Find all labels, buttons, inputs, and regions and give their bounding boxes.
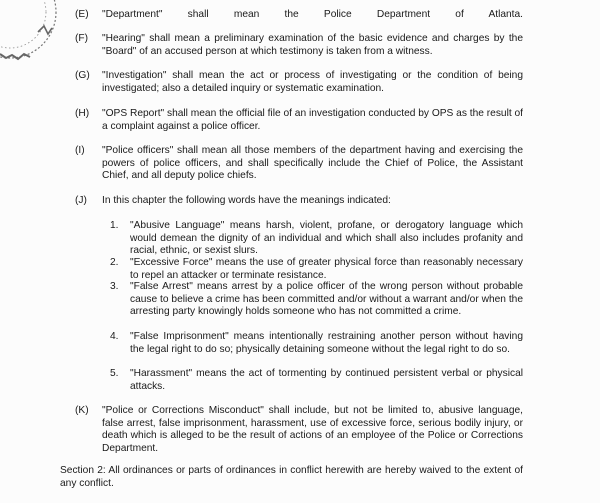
sub-definition-4 — [110, 331, 523, 356]
definition-text: In this chapter the following words have the meanings indicated: — [102, 195, 391, 206]
sub-definition-number: 4. — [110, 331, 119, 342]
sub-definition-number: 2. — [110, 257, 119, 268]
sub-definition-text: "False Imprisonment" means intentionally restraining another person without having the legal right to do so; physically detaining someone without the legal right to do so. — [130, 331, 523, 355]
definition-i — [75, 145, 523, 183]
definition-j — [75, 195, 523, 208]
city-seal-stamp — [0, 0, 60, 62]
definition-text: "Hearing" shall mean a preliminary examination of the basic evidence and charges by the "Board" of an accused person at which testimony is taken from a witness. — [102, 33, 523, 57]
sub-definition-number: 3. — [110, 281, 119, 292]
sub-definition-5 — [110, 368, 523, 393]
definition-text: "OPS Report" shall mean the official file of an investigation conducted by OPS as the result of a complaint against a police officer. — [102, 108, 524, 132]
definition-label: (E) — [75, 9, 89, 20]
definition-f — [75, 33, 523, 58]
definition-label: (H) — [75, 108, 90, 119]
sub-definition-text: "Harassment" means the act of tormenting by continued persistent verbal or physical attacks. — [130, 368, 523, 392]
definition-label: (K) — [75, 405, 89, 416]
definition-text: "Police officers" shall mean all those members of the department having and exercising the powers of police officers, and shall specifically include the Chief of Police, the Assistant Chief, and all deputy police chiefs. — [102, 145, 523, 182]
definition-text: "Department" shall mean the Police Department of Atlanta. — [102, 9, 523, 20]
definition-label: (G) — [75, 70, 90, 81]
definition-h — [75, 108, 523, 133]
sub-definition-text: "Excessive Force" means the use of greater physical force than reasonably necessary to repel an attacker or terminate resistance. — [130, 257, 523, 281]
sub-definition-3 — [110, 281, 523, 319]
sub-definition-text: "Abusive Language" means harsh, violent, profane, or derogatory language which would demean the dignity of an individual and which shall also includes profanity and racial, ethnic, or sexist slurs. — [130, 220, 523, 257]
sub-definition-1 — [110, 220, 523, 258]
definition-label: (F) — [75, 33, 89, 44]
definition-label: (J) — [75, 195, 87, 206]
section-2-paragraph: Section 2: All ordinances or parts of ordinances in conflict herewith are hereby waived to the extent of any conflict. — [60, 465, 523, 489]
sub-definition-number: 1. — [110, 220, 119, 231]
sub-definition-text: "False Arrest" means arrest by a police officer of the wrong person without probable cause to believe a crime has been committed and/or without a warrant and/or when the arresting party knowingly holds someone who has not committed a crime. — [130, 281, 523, 318]
definition-k — [75, 405, 523, 455]
definition-text: "Investigation" shall mean the act or process of investigating or the condition of being investigated; also a detailed inquiry or systematic examination. — [102, 70, 523, 94]
definition-text: "Police or Corrections Misconduct" shall include, but not be limited to, abusive language, false arrest, false imprisonment, harassment, use of excessive force, serious bodily injury, or death which is alleged to be the result of actions of an employee of the Police or Corrections Department. — [102, 405, 523, 454]
definition-label: (I) — [75, 145, 85, 156]
sub-definition-number: 5. — [110, 368, 119, 379]
definition-e — [75, 9, 523, 22]
sub-definition-2 — [110, 257, 523, 282]
definition-g — [75, 70, 523, 95]
